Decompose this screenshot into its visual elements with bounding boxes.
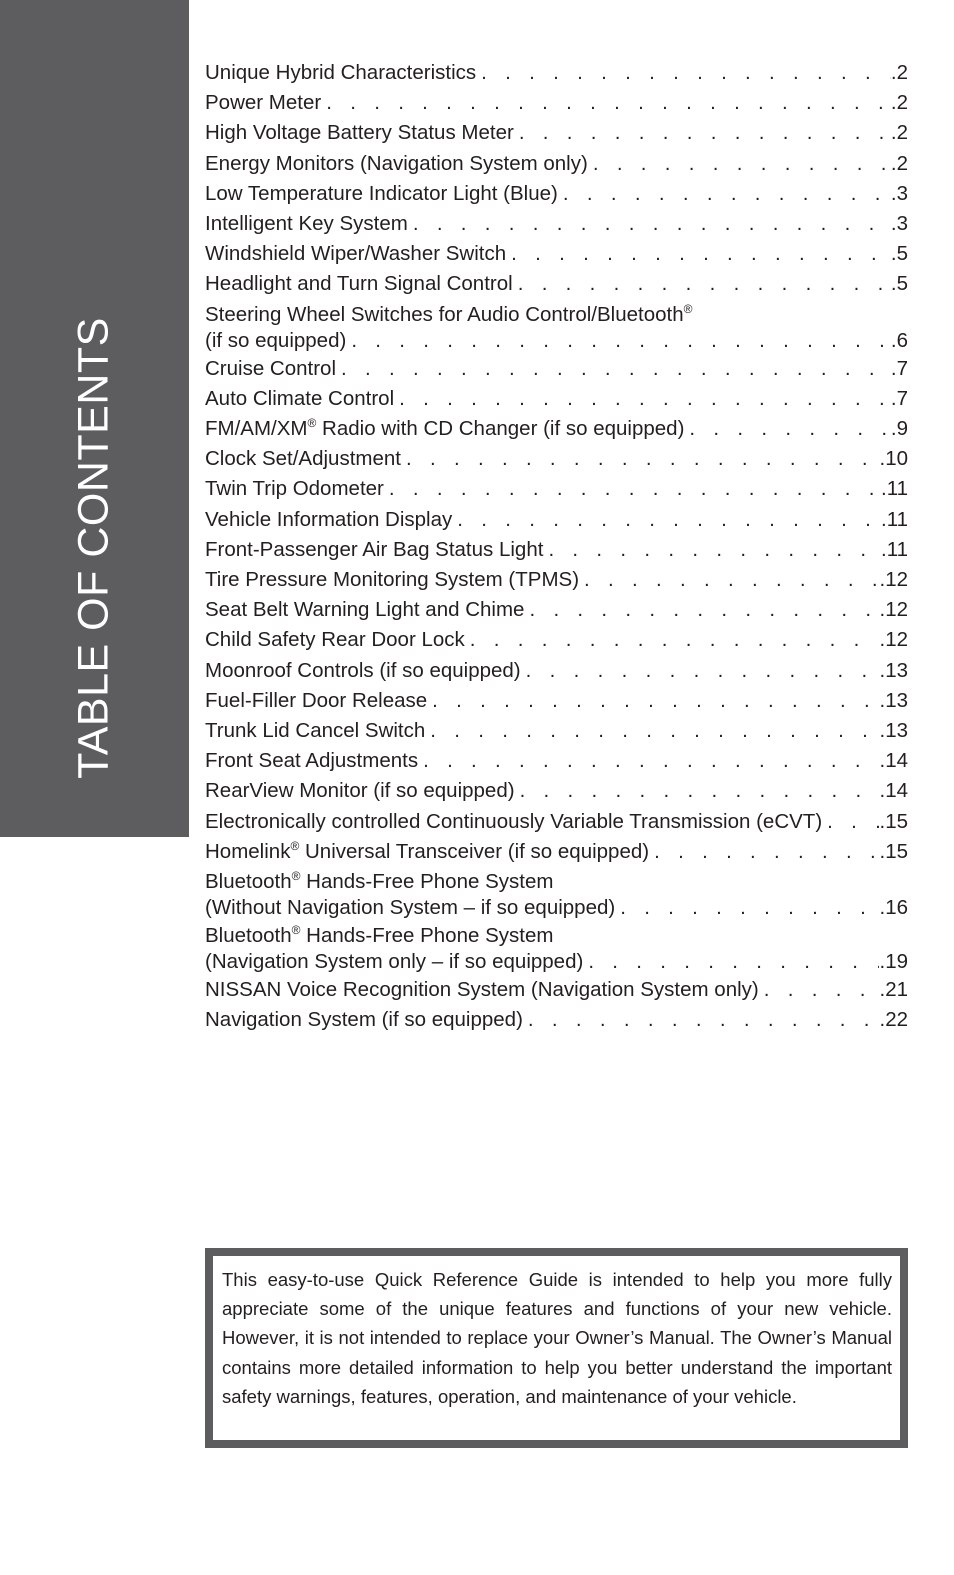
page-title: TABLE OF CONTENTS [69, 317, 118, 779]
toc-entry-page: . 12 [879, 595, 908, 625]
toc-entry-title: RearView Monitor (if so equipped) [205, 779, 515, 803]
registered-mark: ® [307, 416, 317, 431]
toc-entry-page: . 14 [879, 776, 908, 806]
toc-entry-title: Auto Climate Control [205, 386, 395, 410]
toc-entry[interactable] [205, 625, 908, 655]
toc-entry[interactable] [205, 595, 908, 625]
dot-leader [481, 58, 891, 88]
toc-entry[interactable] [205, 354, 908, 384]
toc-entry-title: Clock Set/Adjustment [205, 447, 401, 471]
toc-entry-title [205, 414, 684, 444]
toc-entry-title: Seat Belt Warning Light and Chime [205, 598, 525, 622]
dot-leader [351, 327, 891, 354]
dot-leader [563, 179, 891, 209]
toc-entry-page: . 21 [879, 975, 908, 1005]
toc-entry-title: Tire Pressure Monitoring System (TPMS) [205, 568, 580, 592]
dot-leader [526, 656, 880, 686]
dot-leader [399, 384, 891, 414]
toc-entry-title [205, 837, 649, 867]
toc-entry-page: . 5 [891, 239, 908, 269]
toc-entry-page: . 14 [879, 746, 908, 776]
dot-leader [432, 686, 879, 716]
toc-entry[interactable] [205, 88, 908, 118]
toc-entry-title: Fuel-Filler Door Release [205, 688, 428, 712]
toc-entry-title: NISSAN Voice Recognition System (Navigation System only) [205, 978, 759, 1002]
toc-entry-page: . 12 [879, 565, 908, 595]
toc-entry-title: Low Temperature Indicator Light (Blue) [205, 181, 558, 205]
toc-entry-title: Power Meter [205, 91, 322, 115]
toc-entry-title: (if so equipped) [205, 328, 347, 352]
toc-entry-title: High Voltage Battery Status Meter [205, 121, 514, 145]
dot-leader [548, 535, 881, 565]
toc-entry[interactable] [205, 535, 908, 565]
toc-entry[interactable] [205, 975, 908, 1005]
dot-leader [326, 88, 891, 118]
dot-leader [584, 565, 879, 595]
toc-entry-title-first-prefix: Bluetooth [205, 870, 292, 894]
toc-entry-title-prefix: Homelink [205, 839, 291, 863]
toc-entry-page: . 11 [881, 474, 908, 504]
notice-text: This easy-to-use Quick Reference Guide is intended to help you more fully appreciate some of the unique features and functions of your new vehicle. However, it is not intended to replace your Owner’s Manual. The Owner’s Manual contains more detailed information to help you better understand the important safety warnings, features, operation, and maintenance of your vehicle. [222, 1269, 892, 1407]
toc-entry[interactable] [205, 869, 908, 921]
toc-entry-page: . 22 [879, 1005, 908, 1035]
toc-entry[interactable] [205, 58, 908, 88]
toc-entry-page: . 3 [891, 209, 908, 239]
dot-leader [406, 444, 880, 474]
toc-entry[interactable] [205, 923, 908, 975]
toc-entry-page: . 7 [891, 384, 908, 414]
toc-entry-page: . 2 [891, 149, 908, 179]
dot-leader [689, 414, 890, 444]
toc-entry-title: Headlight and Turn Signal Control [205, 272, 513, 296]
toc-entry[interactable] [205, 302, 908, 354]
toc-entry-page: . 10 [879, 444, 908, 474]
dot-leader [518, 269, 891, 299]
toc-entry[interactable] [205, 505, 908, 535]
toc-entry-title: Front-Passenger Air Bag Status Light [205, 537, 544, 561]
toc-entry-page: . 16 [879, 894, 908, 921]
toc-entry[interactable] [205, 444, 908, 474]
toc-entry[interactable] [205, 269, 908, 299]
toc-entry-title-first-suffix: Hands-Free Phone System [300, 924, 554, 948]
toc-entry[interactable] [205, 776, 908, 806]
toc-entry-title-first-prefix: Bluetooth [205, 924, 292, 948]
toc-entry-title-first-suffix: Hands-Free Phone System [300, 870, 554, 894]
registered-mark: ® [291, 869, 301, 884]
toc-entry[interactable] [205, 149, 908, 179]
toc-entry-title: Cruise Control [205, 356, 337, 380]
toc-entry[interactable] [205, 807, 908, 837]
dot-leader [529, 595, 879, 625]
dot-leader [593, 149, 891, 179]
toc-entry-title: Twin Trip Odometer [205, 477, 384, 501]
toc-entry-page: . 9 [891, 414, 908, 444]
toc-entry-page: . 2 [891, 118, 908, 148]
toc-entry-page: . 15 [879, 807, 908, 837]
toc-entry[interactable] [205, 686, 908, 716]
dot-leader [654, 837, 879, 867]
dot-leader [827, 807, 879, 837]
toc-entry-page: . 13 [879, 656, 908, 686]
toc-entry-title: Child Safety Rear Door Lock [205, 628, 465, 652]
toc-entry[interactable] [205, 239, 908, 269]
toc-entry[interactable] [205, 565, 908, 595]
toc-entry-title: (Without Navigation System – if so equipped) [205, 896, 616, 920]
dot-leader [430, 716, 879, 746]
dot-leader [457, 505, 881, 535]
dot-leader [413, 209, 891, 239]
toc-entry-title: Navigation System (if so equipped) [205, 1008, 523, 1032]
toc-entry-page: . 6 [891, 327, 908, 354]
toc-entry-title-suffix: Radio with CD Changer (if so equipped) [316, 417, 685, 441]
toc-entry[interactable] [205, 746, 908, 776]
toc-entry-title: (Navigation System only – if so equipped) [205, 950, 584, 974]
dot-leader [470, 625, 880, 655]
toc-entry-title: Unique Hybrid Characteristics [205, 61, 477, 84]
toc-entry-title: Vehicle Information Display [205, 507, 453, 531]
toc-entry-title: Windshield Wiper/Washer Switch [205, 242, 507, 266]
toc-entry-title-first-line: Steering Wheel Switches for Audio Control/Bluetooth [205, 302, 684, 326]
toc-entry[interactable] [205, 837, 908, 867]
toc-entry-page: . 19 [879, 948, 908, 975]
dot-leader [620, 894, 879, 921]
toc-entry-title: Moonroof Controls (if so equipped) [205, 658, 521, 682]
toc-entry-page: . 15 [879, 837, 908, 867]
toc-entry[interactable] [205, 179, 908, 209]
toc-entry-page: . 3 [891, 179, 908, 209]
toc-entry-page: . 2 [891, 58, 908, 88]
toc-entry[interactable] [205, 209, 908, 239]
dot-leader [423, 746, 879, 776]
side-band [0, 0, 189, 837]
toc-entry-title: Front Seat Adjustments [205, 749, 419, 773]
toc-entry[interactable] [205, 656, 908, 686]
toc-entry-title: Energy Monitors (Navigation System only) [205, 151, 588, 175]
dot-leader [389, 474, 881, 504]
dot-leader [588, 948, 879, 975]
toc-entry[interactable] [205, 384, 908, 414]
notice-box [205, 1248, 908, 1448]
toc-entry-title: Electronically controlled Continuously Variable Transmission (eCVT) [205, 809, 823, 833]
registered-mark: ® [290, 839, 300, 854]
toc-entry-page: . 13 [879, 686, 908, 716]
toc-entry[interactable] [205, 474, 908, 504]
dot-leader [511, 239, 891, 269]
toc-entry-page: . 11 [881, 535, 908, 565]
toc-entry[interactable] [205, 716, 908, 746]
toc-entry-page: . 12 [879, 625, 908, 655]
dot-leader [528, 1005, 880, 1035]
registered-mark: ® [683, 301, 693, 316]
dot-leader [520, 776, 880, 806]
registered-mark: ® [291, 923, 301, 938]
toc-entry-title-prefix: FM/AM/XM [205, 417, 308, 441]
toc-entry[interactable] [205, 414, 908, 444]
dot-leader [764, 975, 880, 1005]
toc-entry-title: Trunk Lid Cancel Switch [205, 719, 426, 743]
dot-leader [341, 354, 891, 384]
toc-entry-page: . 2 [891, 88, 908, 118]
dot-leader [519, 118, 891, 148]
toc-entry-title-suffix: Universal Transceiver (if so equipped) [299, 839, 650, 863]
toc-entry-page: . 11 [881, 505, 908, 535]
toc-entry-page: . 5 [891, 269, 908, 299]
table-of-contents [205, 58, 908, 1035]
toc-entry[interactable] [205, 118, 908, 148]
toc-entry-page: . 13 [879, 716, 908, 746]
toc-entry[interactable] [205, 1005, 908, 1035]
toc-entry-page: . 7 [891, 354, 908, 384]
toc-entry-title: Intelligent Key System [205, 212, 408, 236]
